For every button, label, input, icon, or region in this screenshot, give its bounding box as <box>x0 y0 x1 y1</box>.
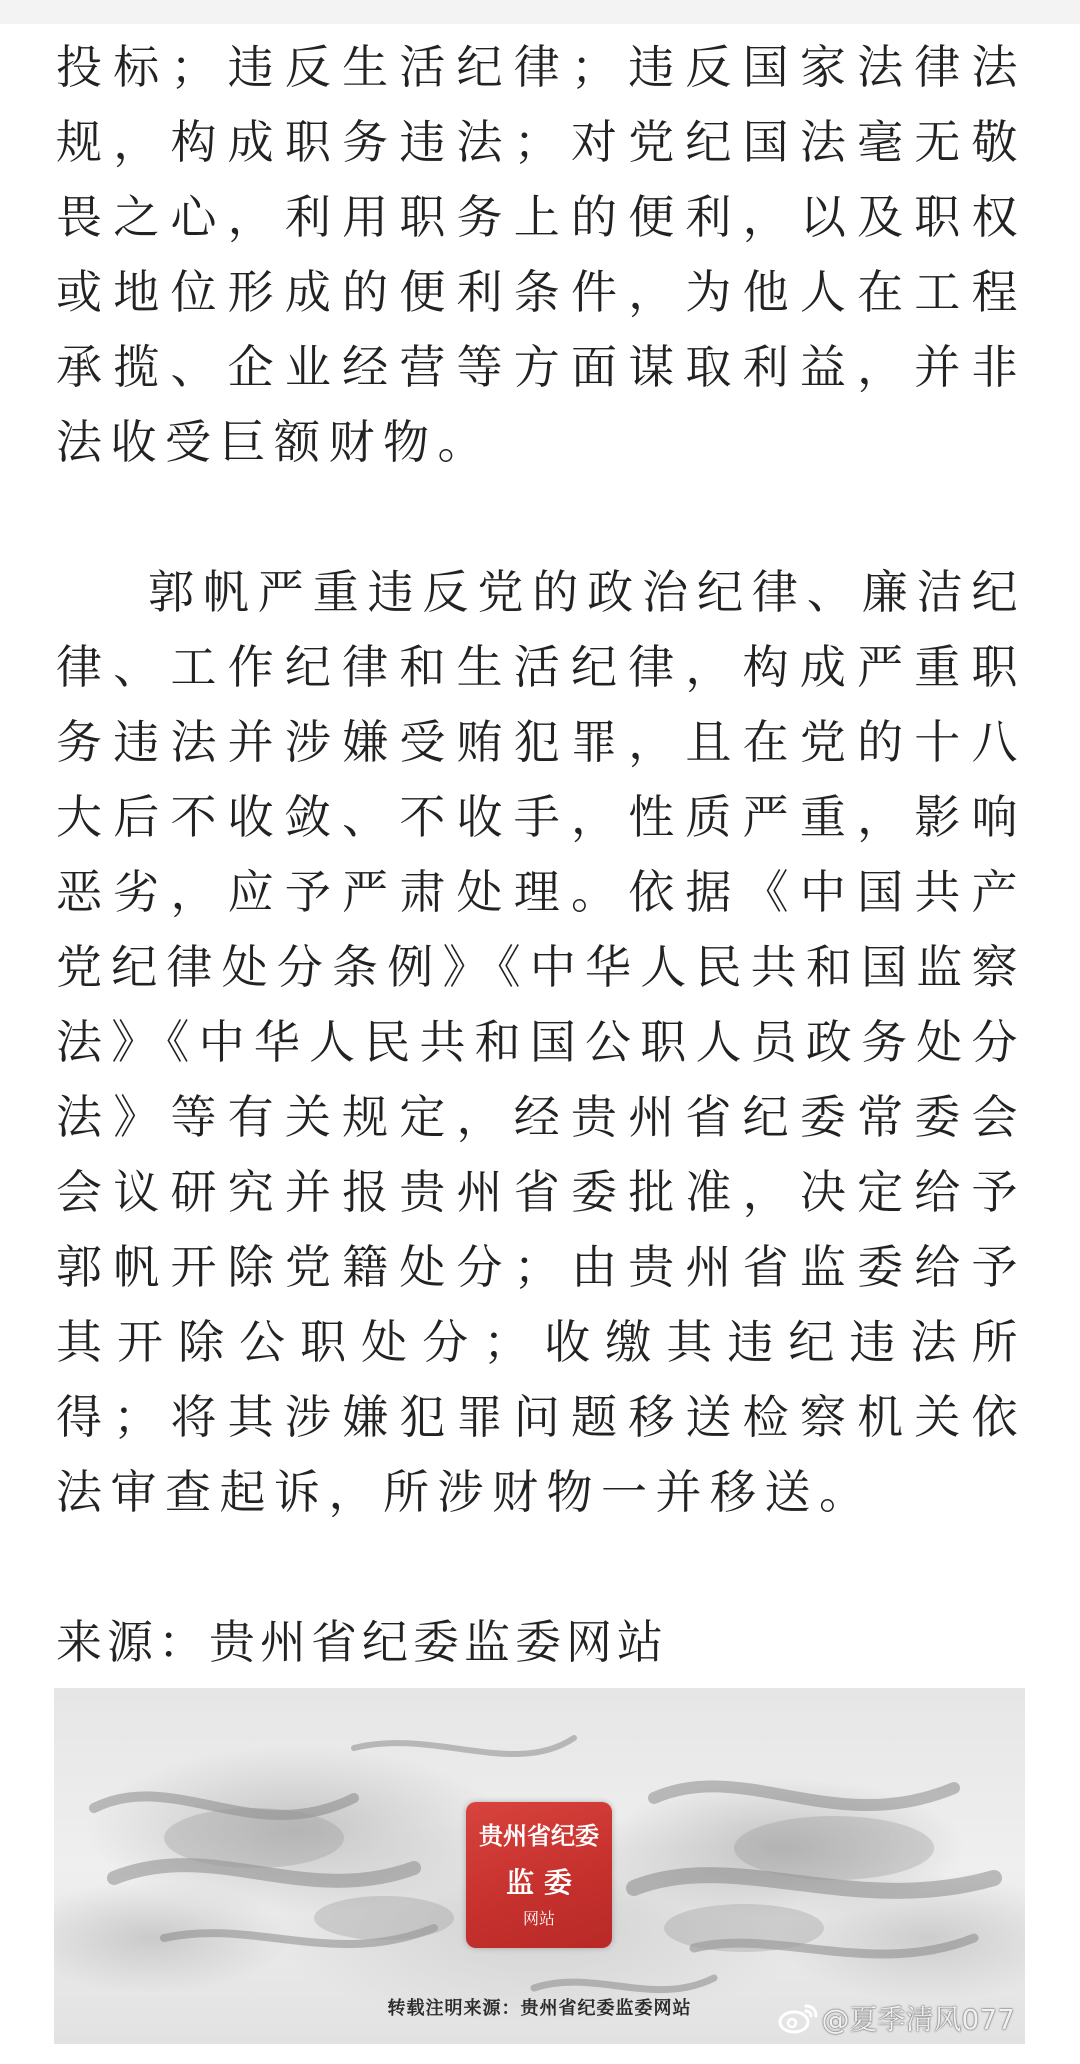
svg-text:监 委: 监 委 <box>506 1866 572 1899</box>
top-strip <box>0 0 1080 24</box>
site-logo-seal <box>466 1802 612 1948</box>
article-paragraph-1: 投标；违反生活纪律；违反国家法律法规，构成职务违法；对党纪国法毫无敬畏之心，利用职务上的便利，以及职权或地位形成的便利条件，为他人在工程承揽、企业经营等方面谋取利益，并非法收受巨额财物。 <box>56 40 1026 469</box>
banner-image <box>54 1688 1025 2044</box>
weibo-watermark <box>778 1998 1015 2038</box>
banner-caption: 转载注明来源：贵州省纪委监委网站 <box>387 1998 692 2019</box>
article-source: 来源：贵州省纪委监委网站 <box>56 1615 668 1669</box>
svg-text:贵州省纪委: 贵州省纪委 <box>479 1821 599 1850</box>
weibo-icon <box>778 2002 818 2034</box>
seal-icon <box>466 1802 612 1948</box>
article-paragraph-2: 郭帆严重违反党的政治纪律、廉洁纪律、工作纪律和生活纪律，构成严重职务违法并涉嫌受贿犯罪，且在党的十八大后不收敛、不收手，性质严重，影响恶劣，应予严肃处理。依据《中国共产党纪律处分条例》《中华人民共和国监察法》《中华人民共和国公职人员政务处分法》等有关规定，经贵州省纪委常委会会议研究并报贵州省委批准，决定给予郭帆开除党籍处分；由贵州省监委给予其开除公职处分；收缴其违纪违法所得；将其涉嫌犯罪问题移送检察机关依法审查起诉，所涉财物一并移送。 <box>56 565 1026 1519</box>
watermark-text: @夏季清风077 <box>821 2003 1015 2036</box>
article-body <box>56 30 1026 1680</box>
svg-text:网站: 网站 <box>522 1909 556 1928</box>
